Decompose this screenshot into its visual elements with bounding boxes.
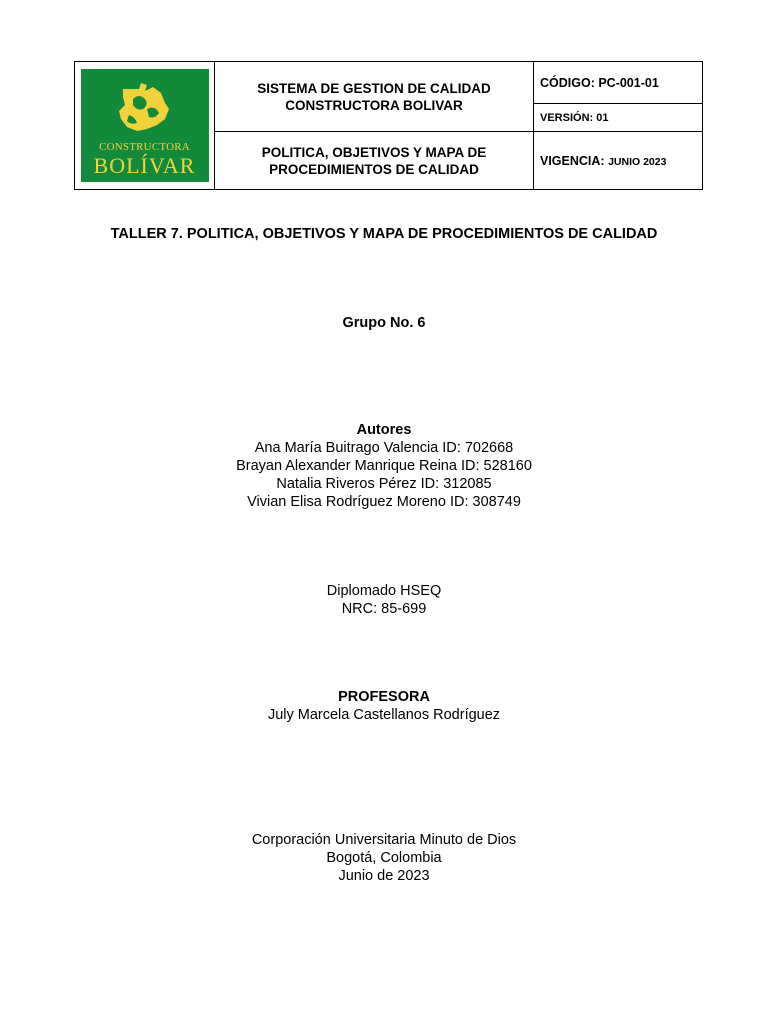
doc-title-line1: POLITICA, OBJETIVOS Y MAPA DE [261, 144, 487, 160]
codigo-cell [534, 62, 703, 104]
constructora-bolivar-logo [81, 69, 209, 182]
vigencia-value: JUNIO 2023 [608, 155, 667, 168]
workshop-title: TALLER 7. POLITICA, OBJETIVOS Y MAPA DE PROCEDIMIENTOS DE CALIDAD [110, 226, 658, 242]
document-header-table [74, 61, 703, 190]
professor-section [0, 688, 768, 724]
system-title-cell [215, 62, 534, 132]
vigencia-cell [534, 132, 703, 190]
author-item: Vivian Elisa Rodríguez Moreno ID: 308749 [247, 494, 521, 510]
logo-cell [75, 62, 215, 190]
author-item: Ana María Buitrago Valencia ID: 702668 [254, 440, 514, 456]
system-title-line2: CONSTRUCTORA BOLIVAR [285, 97, 463, 113]
group-number: Grupo No. 6 [342, 315, 426, 331]
doc-title-cell [215, 132, 534, 190]
professor-name: July Marcela Castellanos Rodríguez [267, 707, 501, 723]
authors-heading: Autores [356, 422, 412, 438]
authors-section [0, 421, 768, 511]
date: Junio de 2023 [338, 868, 430, 884]
version-text: VERSIÓN: 01 [540, 111, 609, 124]
codigo-text: CÓDIGO: PC-001-01 [540, 75, 659, 90]
author-item: Natalia Riveros Pérez ID: 312085 [276, 476, 492, 492]
doc-title-line2: PROCEDIMIENTOS DE CALIDAD [269, 161, 479, 177]
version-cell [534, 104, 703, 132]
logo-text-bolivar: BOLÍVAR [93, 153, 196, 178]
logo-text-constructora: CONSTRUCTORA [99, 141, 190, 153]
professor-heading: PROFESORA [338, 689, 430, 705]
vigencia-label: VIGENCIA: [540, 153, 605, 168]
footer-section [0, 831, 768, 885]
city: Bogotá, Colombia [326, 850, 442, 866]
system-title-line1: SISTEMA DE GESTION DE CALIDAD [257, 80, 491, 96]
institution-name: Corporación Universitaria Minuto de Dios [251, 832, 517, 848]
course-section [0, 582, 768, 618]
author-item: Brayan Alexander Manrique Reina ID: 528160 [236, 458, 532, 474]
course-nrc: NRC: 85-699 [341, 601, 427, 617]
course-name: Diplomado HSEQ [326, 583, 442, 599]
